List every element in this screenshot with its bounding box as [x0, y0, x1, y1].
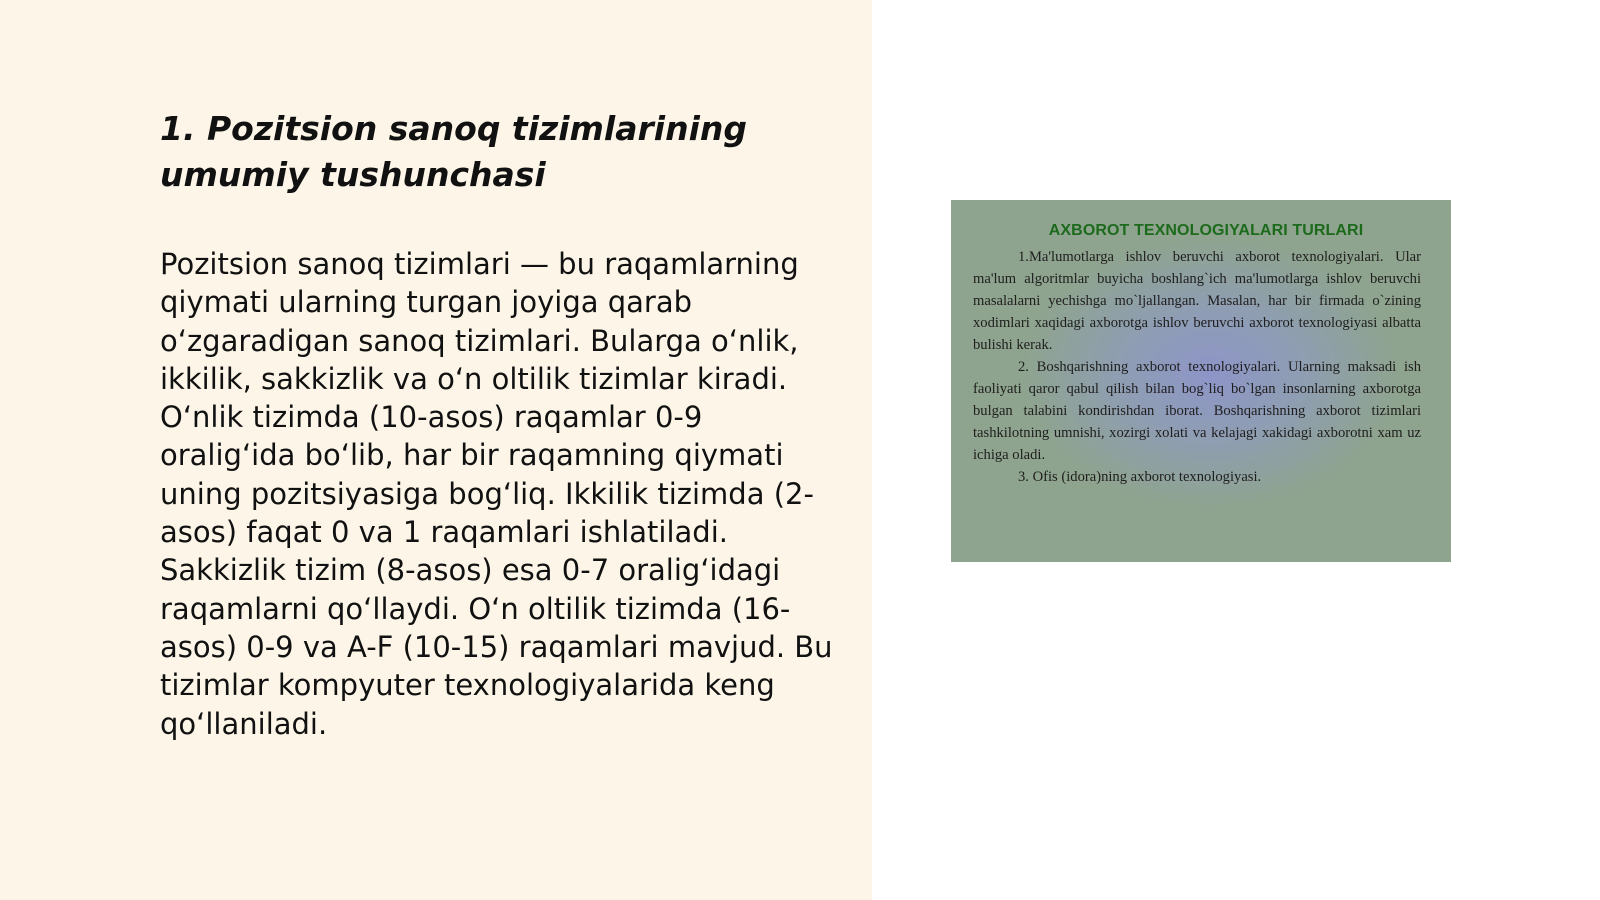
image-heading: AXBOROT TEXNOLOGIYALARI TURLARI [1048, 222, 1364, 239]
image-paragraph-2: 2. Boshqarishning axborot texnologiyalari. Ularning maksadi ish faoliyati qaror qabul qilish bilan bog`liq bo`lgan insonlarning axborotga bulgan talabini kondirishdan iborat. Boshqarishning axborot tizimlari tashkilotning umnishi, xozirgi xolati va kelajagi xakidagi axborotni xam uz ichiga oladi. [973, 359, 1421, 463]
image-paragraph-1: 1.Ma'lumotlarga ishlov beruvchi axborot texnologiyalari. Ular ma'lum algoritmlar buyicha boshlang`ich ma'lumotlarga ishlov beruvchi masalalarni yechishga mo`ljallangan. Masalan, har bir firmada o`zining xodimlari xaqidagi axborotga ishlov beruvchi axborot texnologiyasi albatta bulishi kerak. [973, 249, 1421, 353]
slide-title: 1. Pozitsion sanoq tizimlarining umumiy tushunchasi [160, 109, 748, 194]
scanned-document-image [951, 200, 1451, 562]
image-paragraph-3: 3. Ofis (idora)ning axborot texnologiyasi. [1018, 469, 1262, 485]
slide-body-text: Pozitsion sanoq tizimlari — bu raqamlarning qiymati ularning turgan joyiga qarab o‘zgaradigan sanoq tizimlari. Bularga o‘nlik, ikkilik, sakkizlik va o‘n oltilik tizimlar kiradi. O‘nlik tizimda (10-asos) raqamlar 0-9 oralig‘ida bo‘lib, har bir raqamning qiymati uning pozitsiyasiga bog‘liq. Ikkilik tizimda (2-asos) faqat 0 va 1 raqamlari ishlatiladi. Sakkizlik tizim (8-asos) esa 0-7 oralig‘idagi raqamlarni qo‘llaydi. O‘n oltilik tizimda (16-asos) 0-9 va A-F (10-15) raqamlari mavjud. Bu tizimlar kompyuter texnologiyalarida keng qo‘llaniladi. [160, 247, 833, 741]
